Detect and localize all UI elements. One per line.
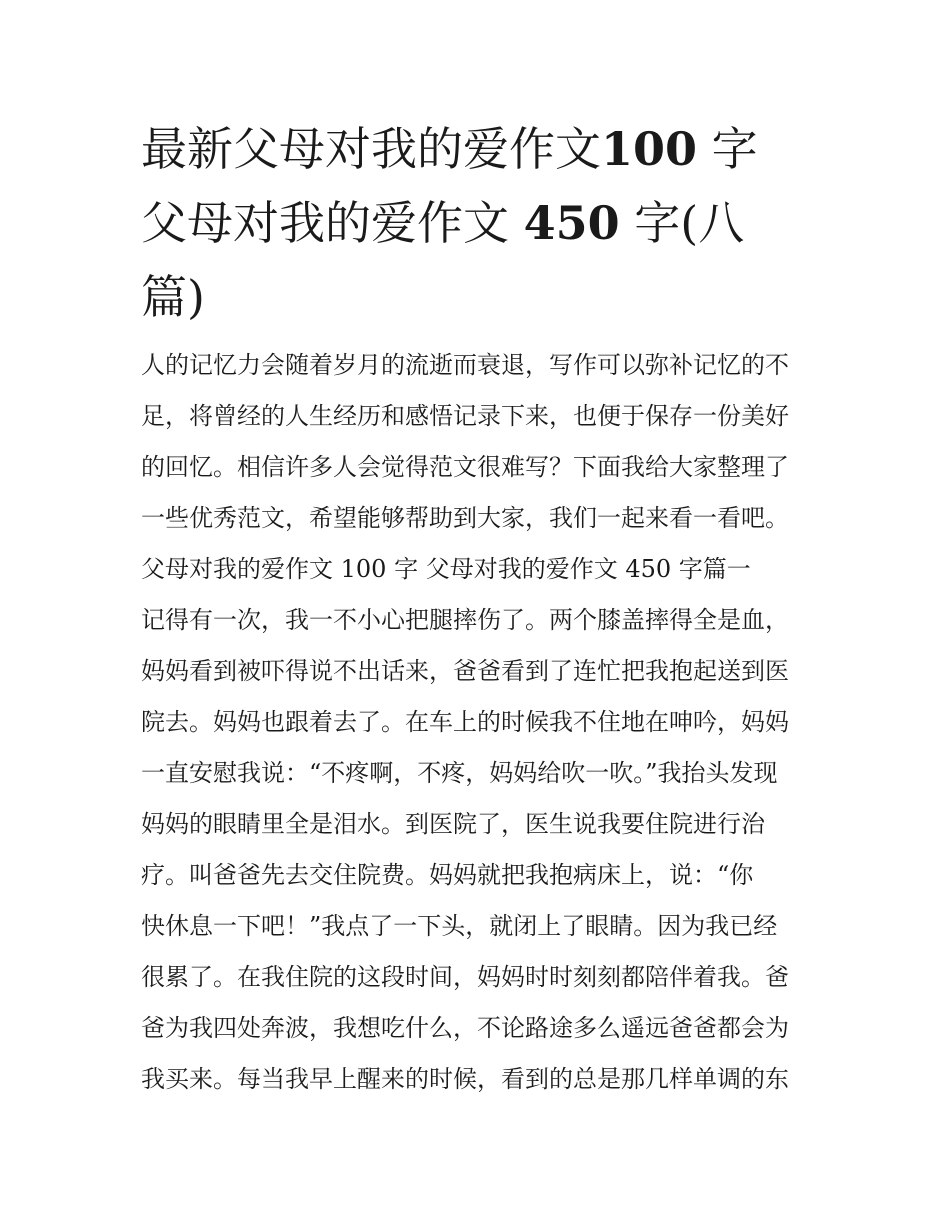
body-text-line: 院去。妈妈也跟着去了。在车上的时候我不住地在呻吟，妈妈 (141, 708, 789, 736)
body-text-line: 一些优秀范文，希望能够帮助到大家，我们一起来看一看吧。 (141, 504, 789, 532)
body-text-line: 人的记忆力会随着岁月的流逝而衰退，写作可以弥补记忆的不 (141, 351, 789, 379)
body-text-line: 妈妈看到被吓得说不出话来，爸爸看到了连忙把我抱起送到医 (141, 657, 789, 685)
body-text-line: 我买来。每当我早上醒来的时候，看到的总是那几样单调的东 (141, 1065, 789, 1093)
body-text-line: 足，将曾经的人生经历和感悟记录下来，也便于保存一份美好 (141, 402, 789, 430)
title-line: 篇) (141, 270, 205, 324)
document-page (141, 112, 816, 1105)
document-body (141, 340, 816, 1105)
body-text-line: 快休息一下吧！”我点了一下头，就闭上了眼睛。因为我已经 (141, 912, 778, 940)
body-text-line: 的回忆。相信许多人会觉得范文很难写？下面我给大家整理了 (141, 453, 789, 481)
body-text-line: 疗。叫爸爸先去交住院费。妈妈就把我抱病床上，说：“你 (141, 861, 754, 889)
section-heading: 父母对我的爱作文 100 字 父母对我的爱作文 450 字篇一 (141, 555, 751, 583)
body-text-line: 很累了。在我住院的这段时间，妈妈时时刻刻都陪伴着我。爸 (141, 963, 789, 991)
title-line: 最新父母对我的爱作文100 字 (141, 122, 758, 176)
body-text-line: 妈妈的眼睛里全是泪水。到医院了，医生说我要住院进行治 (141, 810, 765, 838)
title-line: 父母对我的爱作文 450 字(八 (141, 196, 745, 250)
body-text-line: 一直安慰我说：“不疼啊，不疼，妈妈给吹一吹。”我抬头发现 (141, 759, 778, 787)
body-text-line: 爸为我四处奔波，我想吃什么，不论路途多么遥远爸爸都会为 (141, 1014, 789, 1042)
document-title (141, 112, 816, 334)
body-text-line: 记得有一次，我一不小心把腿摔伤了。两个膝盖摔得全是血， (141, 606, 789, 634)
